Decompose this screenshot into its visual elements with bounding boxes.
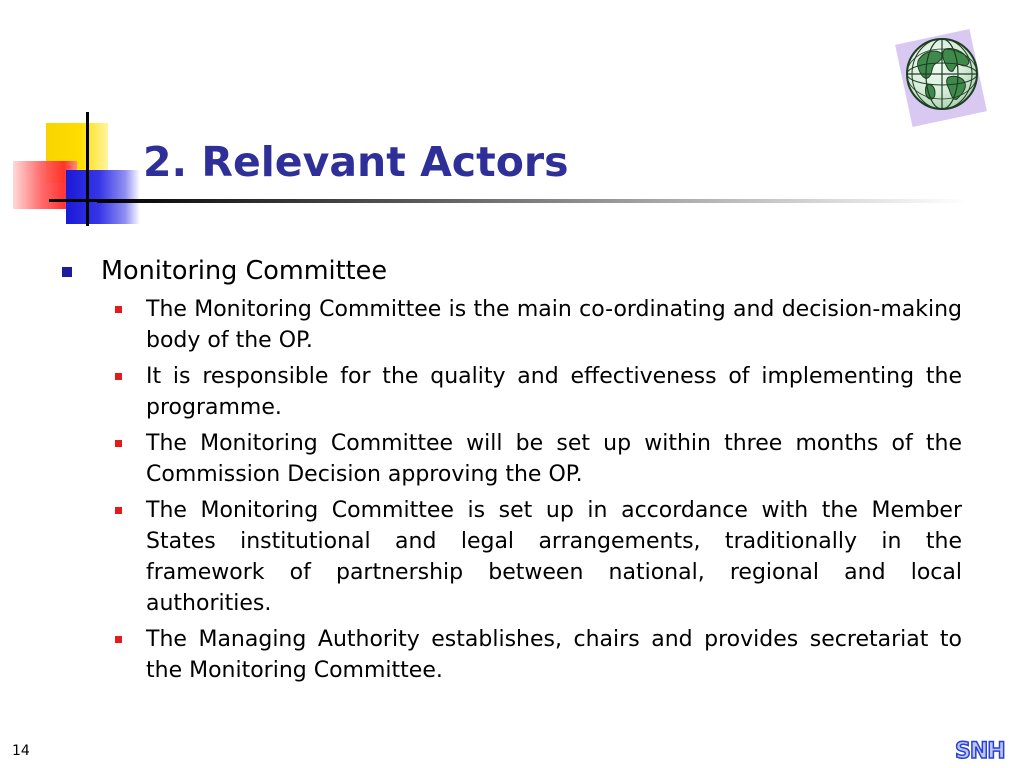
globe-icon [905,37,981,113]
bullet-level1 [62,251,962,291]
square-bullet-icon [115,507,122,514]
sub-bullet-item [115,361,962,423]
sub-bullet-item [115,495,962,619]
title-underline [97,199,967,203]
decorative-vertical-line [86,112,89,226]
square-bullet-icon [115,636,122,643]
decorative-blue-block [66,170,140,224]
square-bullet-icon [62,267,72,277]
sub-bullet-item [115,294,962,356]
sub-bullet-list [62,294,962,686]
snh-logo: SNH [955,739,1005,764]
sub-bullet-text: The Monitoring Committee will be set up within three months of the Commission Decision approving the OP. [146,431,962,487]
decorative-horizontal-line [49,199,97,202]
square-bullet-icon [115,373,122,380]
slide-content [62,251,962,691]
square-bullet-icon [115,306,122,313]
page-number: 14 [12,743,30,759]
sub-bullet-text: The Managing Authority establishes, chairs and provides secretariat to the Monitoring Committee. [146,627,962,683]
sub-bullet-text: The Monitoring Committee is set up in accordance with the Member States institutional and legal arrangements, traditionally in the framework of partnership between national, regional and local authorities. [146,498,962,616]
square-bullet-icon [115,440,122,447]
sub-bullet-text: It is responsible for the quality and effectiveness of implementing the programme. [146,364,962,420]
slide-title: 2. Relevant Actors [143,138,569,186]
sub-bullet-item [115,624,962,686]
sub-bullet-item [115,428,962,490]
bullet-heading: Monitoring Committee [101,256,388,286]
sub-bullet-text: The Monitoring Committee is the main co-ordinating and decision-making body of the OP. [146,297,962,353]
